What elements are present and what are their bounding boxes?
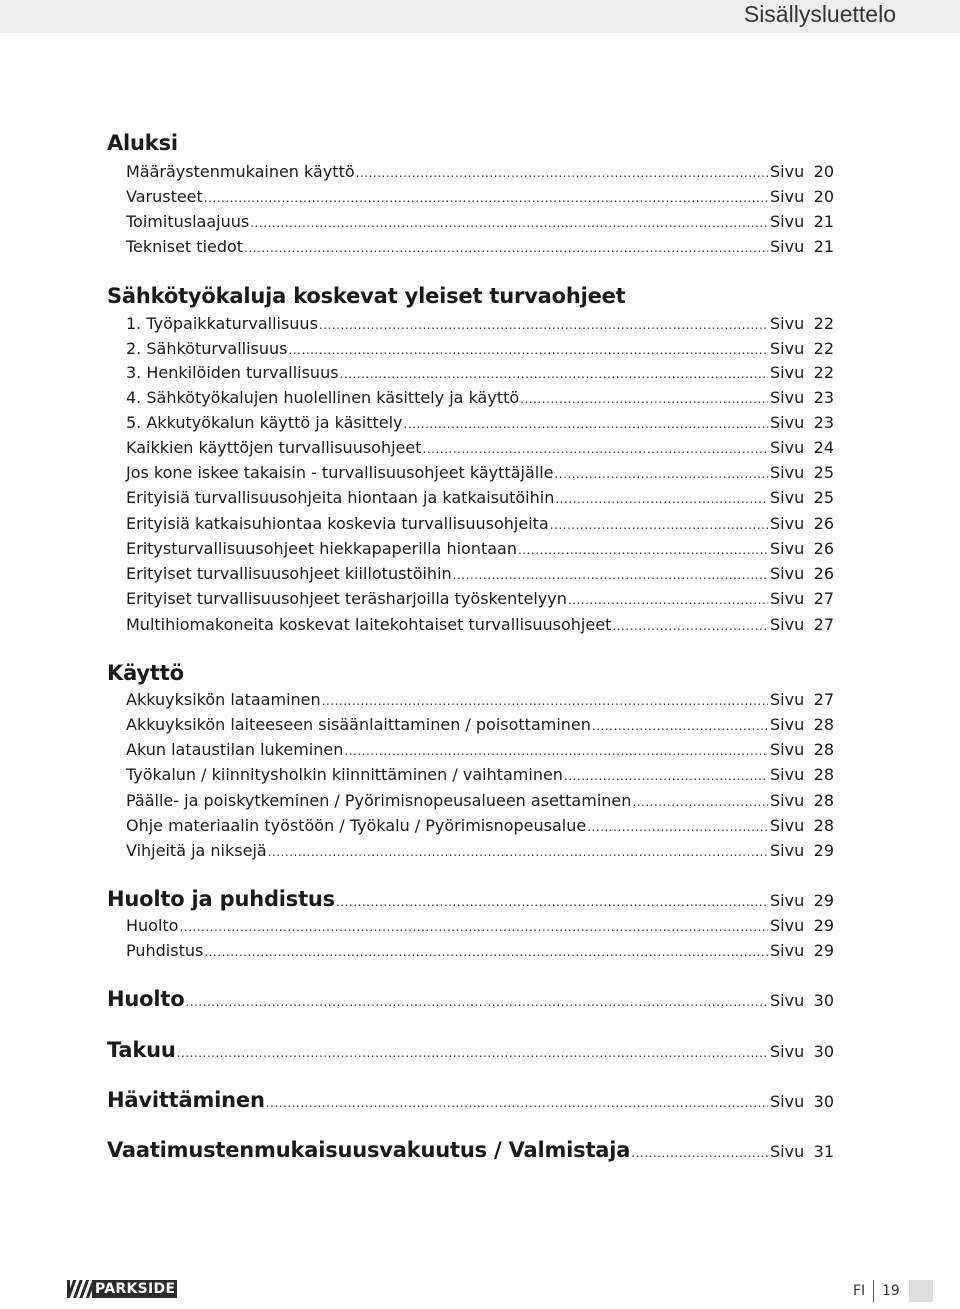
- dot-leader: [568, 588, 768, 613]
- toc-entry-sivu-label: Sivu: [770, 916, 805, 935]
- toc-entry: [126, 536, 834, 561]
- toc-entry: [126, 159, 834, 184]
- footer-divider: [873, 1280, 874, 1302]
- toc-entry-title: Päälle- ja poiskytkeminen / Pyörimisnopeusalueen asettaminen: [126, 791, 632, 810]
- toc-entry-title: Erityiset turvallisuusohjeet kiillotustöihin: [126, 564, 452, 583]
- brand-name: PARKSIDE: [95, 1281, 176, 1297]
- toc-entry: [126, 913, 834, 938]
- toc-entry: [126, 184, 834, 209]
- toc-entry-title: Erityisiä katkaisuhiontaa koskevia turvallisuusohjeita: [126, 514, 549, 533]
- toc-entry-sivu-label: Sivu: [770, 413, 805, 432]
- toc-entry-title: Vaatimustenmukaisuusvakuutus / Valmistaja: [107, 1138, 631, 1162]
- toc-entry-title: Huolto: [107, 987, 185, 1011]
- dot-leader: [185, 990, 768, 1015]
- toc-entry: [126, 234, 834, 259]
- toc-entry-sivu-label: Sivu: [770, 615, 805, 634]
- toc-entry-title: Akun lataustilan lukeminen: [126, 740, 344, 759]
- dot-leader: [404, 412, 769, 437]
- toc-entry: [126, 511, 834, 536]
- dot-leader: [340, 362, 768, 387]
- toc-entry: [126, 737, 834, 762]
- toc-entry-page: 28: [813, 765, 834, 784]
- dot-leader: [587, 815, 768, 840]
- toc-entry: [126, 460, 834, 485]
- dot-leader: [204, 186, 768, 211]
- dot-leader: [453, 563, 768, 588]
- toc-entry-title: Akkuyksikön laiteeseen sisäänlaittaminen / poisottaminen: [126, 715, 591, 734]
- toc-entry-title: Toimituslaajuus: [126, 212, 250, 231]
- toc-entry-page: 23: [813, 388, 834, 407]
- toc-entry-sivu-label: Sivu: [770, 740, 805, 759]
- toc-entry: [126, 385, 834, 410]
- dot-leader: [520, 387, 768, 412]
- toc-entry-title: Erityiset turvallisuusohjeet teräsharjoilla työskentelyyn: [126, 589, 567, 608]
- dot-leader: [250, 211, 768, 236]
- toc-entry-page: 29: [813, 916, 834, 935]
- dot-leader: [319, 313, 768, 338]
- parkside-logo: [67, 1280, 177, 1298]
- toc-entry-title: Erityisiä turvallisuusohjeita hiontaan ja katkaisutöihin: [126, 488, 555, 507]
- dot-leader: [356, 161, 768, 186]
- section-heading: Käyttö: [107, 661, 184, 685]
- toc-entry-page: 22: [813, 363, 834, 382]
- toc-heading-entry: [107, 987, 834, 1012]
- toc-entry-page: 28: [813, 715, 834, 734]
- toc-entry-page: 27: [813, 690, 834, 709]
- toc-entry-sivu-label: Sivu: [770, 791, 805, 810]
- toc-entry-page: 31: [813, 1142, 834, 1161]
- dot-leader: [612, 614, 768, 639]
- toc-entry-page: 22: [813, 339, 834, 358]
- toc-entry: [126, 838, 834, 863]
- logo-stripes-icon: [70, 1280, 92, 1298]
- toc-entry-page: 25: [813, 463, 834, 482]
- toc-entry-sivu-label: Sivu: [770, 816, 805, 835]
- toc-entry: [126, 788, 834, 813]
- dot-leader: [266, 1091, 768, 1116]
- toc-entry-page: 28: [813, 740, 834, 759]
- dot-leader: [632, 790, 768, 815]
- toc-entry-page: 23: [813, 413, 834, 432]
- dot-leader: [244, 236, 768, 261]
- toc-entry-page: 30: [813, 1042, 834, 1061]
- toc-entry-title: Jos kone iskee takaisin - turvallisuusohjeet käyttäjälle: [126, 463, 554, 482]
- dot-leader: [336, 890, 768, 915]
- footer-tab-box: [909, 1280, 933, 1302]
- toc-entry: [126, 687, 834, 712]
- toc-entry: [126, 410, 834, 435]
- toc-entry-sivu-label: Sivu: [770, 514, 805, 533]
- toc-entry-page: 26: [813, 539, 834, 558]
- toc-entry-sivu-label: Sivu: [770, 463, 805, 482]
- section-heading: Sähkötyökaluja koskevat yleiset turvaohjeet: [107, 284, 626, 308]
- dot-leader: [322, 689, 768, 714]
- toc-entry: [126, 938, 834, 963]
- toc-entry-title: Eritysturvallisuusohjeet hiekkapaperilla hiontaan: [126, 539, 517, 558]
- dot-leader: [204, 940, 768, 965]
- dot-leader: [423, 437, 768, 462]
- toc-entry-title: Huolto ja puhdistus: [107, 887, 335, 911]
- toc-entry-title: 3. Henkilöiden turvallisuus: [126, 363, 339, 382]
- toc-entry-sivu-label: Sivu: [770, 237, 805, 256]
- toc-entry: [126, 336, 834, 361]
- toc-entry: [126, 209, 834, 234]
- toc-entry-title: Akkuyksikön lataaminen: [126, 690, 321, 709]
- toc-entry-page: 29: [813, 941, 834, 960]
- toc-entry-title: Vihjeitä ja niksejä: [126, 841, 267, 860]
- toc-heading-entry: [107, 1088, 834, 1113]
- toc-entry-sivu-label: Sivu: [770, 488, 805, 507]
- toc-entry: [126, 762, 834, 787]
- page-title: Sisällysluettelo: [743, 1, 896, 27]
- toc-entry-page: 22: [813, 314, 834, 333]
- toc-entry-sivu-label: Sivu: [770, 1142, 805, 1161]
- dot-leader: [592, 714, 768, 739]
- toc-entry-title: Takuu: [107, 1038, 176, 1062]
- toc-heading-entry: [107, 1138, 834, 1163]
- toc-entry-page: 29: [813, 891, 834, 910]
- toc-entry-sivu-label: Sivu: [770, 438, 805, 457]
- toc-entry-page: 30: [813, 1092, 834, 1111]
- toc-entry-sivu-label: Sivu: [770, 1042, 805, 1061]
- toc-entry-page: 28: [813, 816, 834, 835]
- footer-language: FI: [853, 1283, 866, 1299]
- toc-entry-page: 25: [813, 488, 834, 507]
- toc-entry-sivu-label: Sivu: [770, 339, 805, 358]
- toc-entry-title: 2. Sähköturvallisuus: [126, 339, 288, 358]
- toc-entry-sivu-label: Sivu: [770, 212, 805, 231]
- toc-entry-page: 20: [813, 187, 834, 206]
- dot-leader: [268, 840, 768, 865]
- dot-leader: [564, 764, 768, 789]
- toc-entry-sivu-label: Sivu: [770, 841, 805, 860]
- toc-entry: [126, 311, 834, 336]
- dot-leader: [177, 1041, 768, 1066]
- toc-entry-title: 1. Työpaikkaturvallisuus: [126, 314, 318, 333]
- toc-entry-sivu-label: Sivu: [770, 765, 805, 784]
- toc-entry-page: 21: [813, 237, 834, 256]
- toc-entry-page: 29: [813, 841, 834, 860]
- toc-entry-sivu-label: Sivu: [770, 539, 805, 558]
- dot-leader: [554, 462, 768, 487]
- toc-entry: [126, 561, 834, 586]
- toc-entry-sivu-label: Sivu: [770, 1092, 805, 1111]
- toc-entry-sivu-label: Sivu: [770, 941, 805, 960]
- toc-entry-title: Kaikkien käyttöjen turvallisuusohjeet: [126, 438, 422, 457]
- toc-entry-page: 28: [813, 791, 834, 810]
- toc-entry: [126, 813, 834, 838]
- toc-entry: [126, 712, 834, 737]
- toc-entry-title: Hävittäminen: [107, 1088, 265, 1112]
- toc-entry-title: Huolto: [126, 916, 179, 935]
- toc-entry-title: Tekniset tiedot: [126, 237, 244, 256]
- dot-leader: [550, 513, 768, 538]
- dot-leader: [344, 739, 768, 764]
- dot-leader: [631, 1141, 768, 1166]
- toc-entry-title: Multihiomakoneita koskevat laitekohtaiset turvallisuusohjeet: [126, 615, 612, 634]
- toc-entry-sivu-label: Sivu: [770, 162, 805, 181]
- toc-entry-sivu-label: Sivu: [770, 715, 805, 734]
- toc-entry-sivu-label: Sivu: [770, 891, 805, 910]
- toc-entry: [126, 360, 834, 385]
- toc-entry-page: 30: [813, 991, 834, 1010]
- toc-entry: [126, 586, 834, 611]
- toc-entry: [126, 485, 834, 510]
- toc-entry-sivu-label: Sivu: [770, 314, 805, 333]
- toc-entry-sivu-label: Sivu: [770, 564, 805, 583]
- toc-entry: [126, 612, 834, 637]
- toc-entry-title: 4. Sähkötyökalujen huolellinen käsittely ja käyttö: [126, 388, 520, 407]
- dot-leader: [179, 915, 768, 940]
- toc-entry-sivu-label: Sivu: [770, 589, 805, 608]
- toc-entry-page: 26: [813, 564, 834, 583]
- toc-entry-title: Ohje materiaalin työstöön / Työkalu / Pyörimisnopeusalue: [126, 816, 587, 835]
- toc-entry-sivu-label: Sivu: [770, 363, 805, 382]
- toc-entry-title: Puhdistus: [126, 941, 204, 960]
- toc-heading-entry: [107, 887, 834, 912]
- toc-entry-page: 20: [813, 162, 834, 181]
- toc-entry-page: 24: [813, 438, 834, 457]
- dot-leader: [555, 487, 768, 512]
- toc-entry-sivu-label: Sivu: [770, 187, 805, 206]
- toc-entry-page: 27: [813, 589, 834, 608]
- toc-entry-title: Työkalun / kiinnitysholkin kiinnittäminen / vaihtaminen: [126, 765, 563, 784]
- toc-entry-page: 26: [813, 514, 834, 533]
- toc-entry-page: 21: [813, 212, 834, 231]
- toc-entry: [126, 435, 834, 460]
- toc-entry-title: 5. Akkutyökalun käyttö ja käsittely: [126, 413, 403, 432]
- toc-entry-page: 27: [813, 615, 834, 634]
- toc-entry-title: Varusteet: [126, 187, 203, 206]
- toc-heading-entry: [107, 1038, 834, 1063]
- toc-entry-sivu-label: Sivu: [770, 388, 805, 407]
- toc-entry-title: Määräystenmukainen käyttö: [126, 162, 355, 181]
- section-heading: Aluksi: [107, 131, 178, 155]
- footer-page-number: 19: [882, 1283, 900, 1299]
- toc-entry-sivu-label: Sivu: [770, 991, 805, 1010]
- dot-leader: [518, 538, 768, 563]
- toc-entry-sivu-label: Sivu: [770, 690, 805, 709]
